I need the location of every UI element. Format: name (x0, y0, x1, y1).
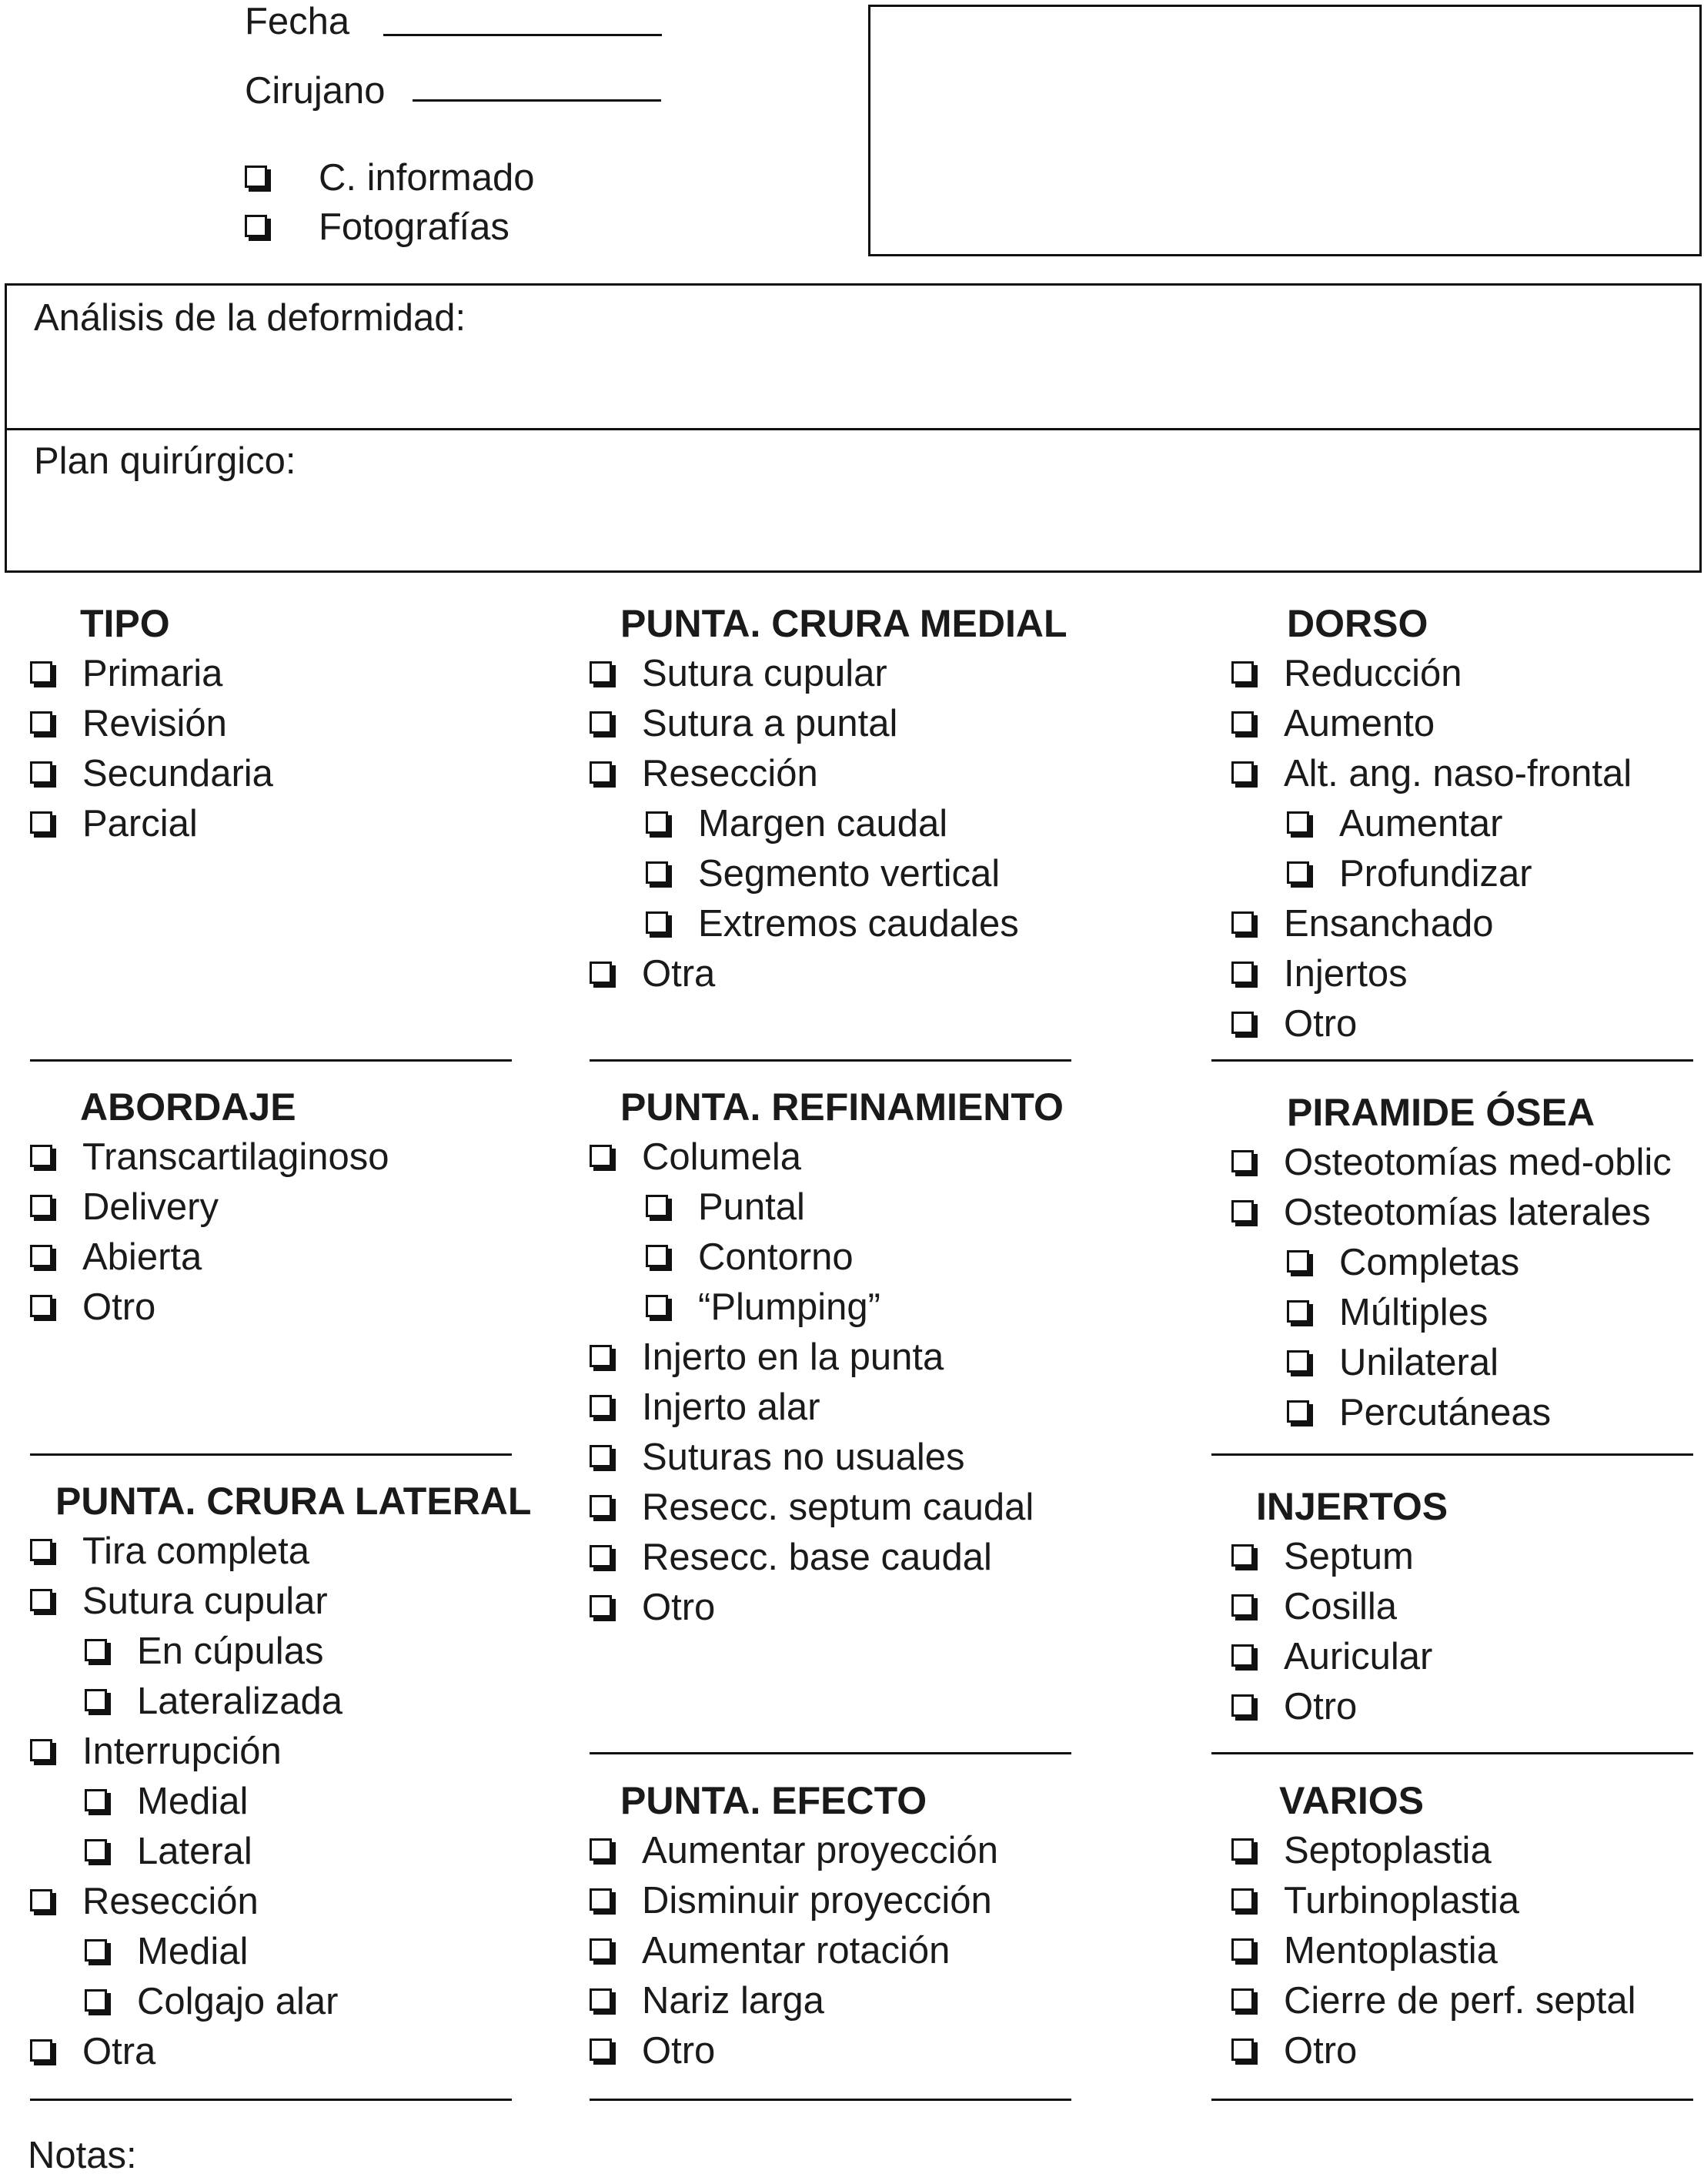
check-lateralizada[interactable] (85, 1677, 507, 1723)
check-fotografias[interactable] (245, 202, 630, 249)
check-label: Cosilla (1284, 1586, 1398, 1627)
checkbox-icon[interactable] (1231, 1544, 1254, 1567)
check-label: Disminuir proyección (642, 1880, 992, 1921)
check-label: Medial (137, 1931, 249, 1972)
check-nariz-larga[interactable] (590, 1976, 1067, 2022)
check-septum[interactable] (1231, 1532, 1701, 1578)
checkbox-icon[interactable] (1287, 1250, 1309, 1273)
section-title-piramide: PIRAMIDE ÓSEA (1287, 1091, 1595, 1134)
checkbox-icon[interactable] (590, 1838, 612, 1861)
check-label: Resecc. septum caudal (642, 1487, 1034, 1528)
check-label: Osteotomías laterales (1284, 1192, 1651, 1233)
check-label: Segmento vertical (698, 853, 1001, 895)
check-label: Revisión (82, 703, 227, 744)
check-label: Lateral (137, 1831, 252, 1872)
check-contorno[interactable] (646, 1232, 1067, 1279)
check-consentimiento[interactable] (245, 153, 630, 199)
photo-box (868, 5, 1702, 256)
section-title-refinamiento: PUNTA. REFINAMIENTO (620, 1085, 1064, 1129)
checkbox-icon[interactable] (1231, 1594, 1254, 1617)
checkbox-icon[interactable] (1231, 1200, 1254, 1222)
check-label: Auricular (1284, 1636, 1433, 1677)
section-divider (30, 1059, 512, 1062)
check-label: Primaria (82, 653, 223, 694)
check-resecc-base-caudal[interactable] (590, 1533, 1067, 1579)
checkbox-icon[interactable] (1287, 861, 1309, 884)
check-label: Tira completa (82, 1530, 310, 1572)
section-divider (1211, 1453, 1693, 1456)
checkbox-icon[interactable] (1231, 911, 1254, 934)
check-transcartilaginoso[interactable] (30, 1132, 507, 1179)
check-abierta[interactable] (30, 1232, 507, 1279)
section-divider (1211, 2099, 1693, 2101)
checkbox-icon[interactable] (30, 661, 52, 684)
check-segmento-vertical[interactable] (646, 849, 1067, 895)
check-turbinoplastia[interactable] (1231, 1876, 1701, 1922)
checkbox-icon[interactable] (1287, 1350, 1309, 1373)
section-title-varios: VARIOS (1279, 1779, 1424, 1822)
section-divider (590, 1752, 1071, 1754)
check-label: Aumento (1284, 703, 1435, 744)
check-label: Otro (1284, 1686, 1358, 1727)
checkbox-icon[interactable] (85, 1939, 107, 1962)
checkbox-icon[interactable] (85, 1789, 107, 1811)
check-osteotomias-med-oblic[interactable] (1231, 1138, 1701, 1184)
checkbox-icon[interactable] (1231, 1694, 1254, 1717)
check-label: Percutáneas (1339, 1392, 1552, 1433)
check-cierre-perf-septal[interactable] (1231, 1976, 1701, 2022)
checkbox-icon[interactable] (1287, 1300, 1309, 1323)
check-reseccion-medial[interactable] (85, 1927, 507, 1973)
check-alt-ang-naso-frontal[interactable] (1231, 749, 1701, 795)
checkbox-icon[interactable] (30, 811, 52, 834)
checkbox-icon[interactable] (245, 166, 267, 188)
cirujano-line[interactable] (413, 99, 661, 102)
checkbox-icon[interactable] (30, 1245, 52, 1267)
check-label: Injerto en la punta (642, 1336, 944, 1378)
check-label: Otro (642, 1587, 716, 1628)
checkbox-icon[interactable] (590, 1595, 612, 1617)
check-tira-completa[interactable] (30, 1527, 507, 1573)
checkbox-icon[interactable] (30, 711, 52, 734)
check-label: Interrupción (82, 1731, 282, 1772)
section-divider (590, 1059, 1071, 1062)
checkbox-icon[interactable] (1231, 2039, 1254, 2061)
check-mentoplastia[interactable] (1231, 1926, 1701, 1972)
check-label: Ensanchado (1284, 903, 1494, 945)
checkbox-icon[interactable] (590, 1888, 612, 1911)
checkbox-icon[interactable] (30, 1539, 52, 1561)
check-parcial[interactable] (30, 799, 507, 845)
check-label: Profundizar (1339, 853, 1532, 895)
check-label: Mentoplastia (1284, 1930, 1498, 1972)
check-injerto-punta[interactable] (590, 1333, 1067, 1379)
check-label: Injertos (1284, 953, 1408, 995)
checkbox-icon[interactable] (646, 861, 668, 884)
check-interrupcion-medial[interactable] (85, 1777, 507, 1823)
notas-label: Notas: (28, 2135, 137, 2176)
check-cosilla[interactable] (1231, 1582, 1701, 1628)
check-label: Columela (642, 1136, 801, 1178)
checkbox-icon[interactable] (590, 1988, 612, 2011)
check-reduccion[interactable] (1231, 649, 1701, 695)
check-sutura-cupular-med[interactable] (590, 649, 1067, 695)
section-divider (1211, 1059, 1693, 1062)
check-label: En cúpulas (137, 1630, 324, 1672)
checkbox-icon[interactable] (30, 1889, 52, 1911)
check-otro-efecto[interactable] (590, 2026, 1067, 2072)
check-otro-abordaje[interactable] (30, 1283, 507, 1329)
checkbox-icon[interactable] (590, 1445, 612, 1467)
check-label: Alt. ang. naso-frontal (1284, 753, 1632, 794)
check-label: Turbinoplastia (1284, 1880, 1519, 1921)
fecha-line[interactable] (383, 34, 662, 36)
checkbox-icon[interactable] (590, 1145, 612, 1167)
check-label: Sutura cupular (642, 653, 887, 694)
check-aumentar-rotacion[interactable] (590, 1926, 1067, 1972)
check-otro-refinamiento[interactable] (590, 1583, 1067, 1629)
check-secundaria[interactable] (30, 749, 507, 795)
check-delivery[interactable] (30, 1182, 507, 1229)
checkbox-icon[interactable] (590, 1938, 612, 1961)
check-otra-med[interactable] (590, 949, 1067, 995)
check-label: Resecc. base caudal (642, 1537, 992, 1578)
check-otra-lat[interactable] (30, 2027, 507, 2073)
checkbox-icon[interactable] (30, 1589, 52, 1611)
check-otro-injertos[interactable] (1231, 1682, 1701, 1728)
check-label: Otra (642, 953, 716, 995)
checkbox-icon[interactable] (85, 1839, 107, 1861)
check-en-cupulas[interactable] (85, 1627, 507, 1673)
check-label: Medial (137, 1781, 249, 1822)
check-otro-dorso[interactable] (1231, 999, 1701, 1045)
check-label: Lateralizada (137, 1681, 342, 1722)
section-title-tipo: TIPO (80, 602, 170, 645)
check-disminuir-proyeccion[interactable] (590, 1876, 1067, 1922)
check-aumentar[interactable] (1287, 799, 1701, 845)
check-label: Colgajo alar (137, 1981, 339, 2022)
checkbox-icon[interactable] (1231, 1838, 1254, 1861)
check-label: Otro (1284, 1003, 1358, 1045)
checkbox-icon[interactable] (1287, 1400, 1309, 1423)
check-puntal[interactable] (646, 1182, 1067, 1229)
check-label: Otro (1284, 2030, 1358, 2072)
checkbox-icon[interactable] (590, 1545, 612, 1567)
checkbox-icon[interactable] (590, 711, 612, 734)
check-colgajo-alar[interactable] (85, 1977, 507, 2023)
section-title-efecto: PUNTA. EFECTO (620, 1779, 927, 1822)
checkbox-icon[interactable] (30, 1145, 52, 1167)
check-reseccion-lat[interactable] (30, 1877, 507, 1923)
checkbox-icon[interactable] (1231, 661, 1254, 684)
check-label: Osteotomías med-oblic (1284, 1142, 1672, 1183)
analysis-divider (5, 428, 1702, 430)
plan-label: Plan quirúrgico: (34, 440, 296, 482)
check-sutura-cupular-lat[interactable] (30, 1577, 507, 1623)
check-injerto-alar[interactable] (590, 1383, 1067, 1429)
check-label: Nariz larga (642, 1980, 824, 2022)
checkbox-icon[interactable] (646, 811, 668, 834)
check-columela[interactable] (590, 1132, 1067, 1179)
cirujano-label: Cirujano (245, 70, 386, 112)
section-divider (30, 2099, 512, 2101)
checkbox-icon[interactable] (85, 1639, 107, 1661)
check-auricular[interactable] (1231, 1632, 1701, 1678)
check-reseccion-med[interactable] (590, 749, 1067, 795)
checkbox-icon[interactable] (590, 661, 612, 684)
check-label: Aumentar rotación (642, 1930, 951, 1972)
check-label: Otro (82, 1286, 156, 1328)
checkbox-icon[interactable] (30, 1295, 52, 1317)
check-label: Aumentar (1339, 803, 1503, 845)
check-interrupcion-lateral[interactable] (85, 1827, 507, 1873)
check-label: Margen caudal (698, 803, 948, 845)
checkbox-icon[interactable] (590, 1345, 612, 1367)
checkbox-icon[interactable] (590, 962, 612, 984)
checkbox-icon[interactable] (646, 1195, 668, 1217)
section-title-abordaje: ABORDAJE (80, 1085, 296, 1129)
analisis-label: Análisis de la deformidad: (34, 297, 466, 339)
check-extremos-caudales[interactable] (646, 899, 1067, 945)
check-label: Reducción (1284, 653, 1462, 694)
check-sutura-puntal[interactable] (590, 699, 1067, 745)
checkbox-icon[interactable] (30, 761, 52, 784)
checkbox-icon[interactable] (85, 1689, 107, 1711)
section-divider (30, 1453, 512, 1456)
check-multiples[interactable] (1287, 1288, 1701, 1334)
checkbox-icon[interactable] (646, 1295, 668, 1317)
checkbox-icon[interactable] (1231, 761, 1254, 784)
checkbox-icon[interactable] (590, 761, 612, 784)
check-label: Delivery (82, 1186, 219, 1228)
checkbox-icon[interactable] (1231, 1938, 1254, 1961)
checkbox-icon[interactable] (1231, 962, 1254, 984)
check-label: Abierta (82, 1236, 202, 1278)
section-divider (590, 2099, 1071, 2101)
check-label: Injerto alar (642, 1386, 820, 1428)
checkbox-icon[interactable] (1287, 811, 1309, 834)
checkbox-icon[interactable] (30, 2039, 52, 2062)
check-label: Fotografías (319, 206, 510, 248)
check-osteotomias-laterales[interactable] (1231, 1188, 1701, 1234)
check-margen-caudal[interactable] (646, 799, 1067, 845)
check-revision[interactable] (30, 699, 507, 745)
checkbox-icon[interactable] (1231, 1888, 1254, 1911)
checkbox-icon[interactable] (1231, 1644, 1254, 1667)
check-label: Septum (1284, 1536, 1414, 1577)
check-label: Otro (642, 2030, 716, 2072)
check-plumping[interactable] (646, 1283, 1067, 1329)
check-label: C. informado (319, 157, 535, 199)
checkbox-icon[interactable] (245, 215, 267, 237)
checkbox-icon[interactable] (646, 911, 668, 934)
check-label: Unilateral (1339, 1342, 1499, 1383)
check-label: “Plumping” (698, 1286, 880, 1328)
section-title-dorso: DORSO (1287, 602, 1428, 645)
check-label: Contorno (698, 1236, 854, 1278)
check-label: Cierre de perf. septal (1284, 1980, 1636, 2022)
check-aumento[interactable] (1231, 699, 1701, 745)
checkbox-icon[interactable] (590, 2039, 612, 2061)
checkbox-icon[interactable] (590, 1395, 612, 1417)
check-label: Septoplastia (1284, 1830, 1492, 1871)
checkbox-icon[interactable] (1231, 711, 1254, 734)
check-label: Completas (1339, 1242, 1520, 1283)
check-label: Transcartilaginoso (82, 1136, 389, 1178)
checkbox-icon[interactable] (85, 1989, 107, 2012)
checkbox-icon[interactable] (1231, 1150, 1254, 1172)
checkbox-icon[interactable] (1231, 1012, 1254, 1034)
check-interrupcion[interactable] (30, 1727, 507, 1773)
check-label: Secundaria (82, 753, 273, 794)
check-label: Aumentar proyección (642, 1830, 999, 1871)
check-label: Sutura a puntal (642, 703, 898, 744)
fecha-label: Fecha (245, 1, 350, 42)
check-completas[interactable] (1287, 1238, 1701, 1284)
checkbox-icon[interactable] (590, 1495, 612, 1517)
check-injertos-dorso[interactable] (1231, 949, 1701, 995)
check-label: Múltiples (1339, 1292, 1488, 1333)
check-label: Resección (642, 753, 818, 794)
checkbox-icon[interactable] (30, 1195, 52, 1217)
check-otro-varios[interactable] (1231, 2026, 1701, 2072)
check-profundizar[interactable] (1287, 849, 1701, 895)
check-label: Sutura cupular (82, 1580, 328, 1622)
check-label: Otra (82, 2031, 156, 2072)
check-label: Resección (82, 1881, 259, 1922)
checkbox-icon[interactable] (1231, 1988, 1254, 2011)
check-percutaneas[interactable] (1287, 1388, 1701, 1434)
check-ensanchado[interactable] (1231, 899, 1701, 945)
check-label: Puntal (698, 1186, 805, 1228)
section-title-crura-medial: PUNTA. CRURA MEDIAL (620, 602, 1068, 645)
check-label: Parcial (82, 803, 198, 845)
check-unilateral[interactable] (1287, 1338, 1701, 1384)
check-label: Extremos caudales (698, 903, 1019, 945)
check-label: Suturas no usuales (642, 1436, 965, 1478)
check-resecc-septum-caudal[interactable] (590, 1483, 1067, 1529)
section-title-injertos: INJERTOS (1256, 1485, 1448, 1528)
section-title-crura-lateral: PUNTA. CRURA LATERAL (55, 1480, 532, 1523)
check-suturas-no-usuales[interactable] (590, 1433, 1067, 1479)
check-septoplastia[interactable] (1231, 1826, 1701, 1872)
check-primaria[interactable] (30, 649, 507, 695)
checkbox-icon[interactable] (646, 1245, 668, 1267)
section-divider (1211, 1752, 1693, 1754)
checkbox-icon[interactable] (30, 1739, 52, 1761)
check-aumentar-proyeccion[interactable] (590, 1826, 1067, 1872)
